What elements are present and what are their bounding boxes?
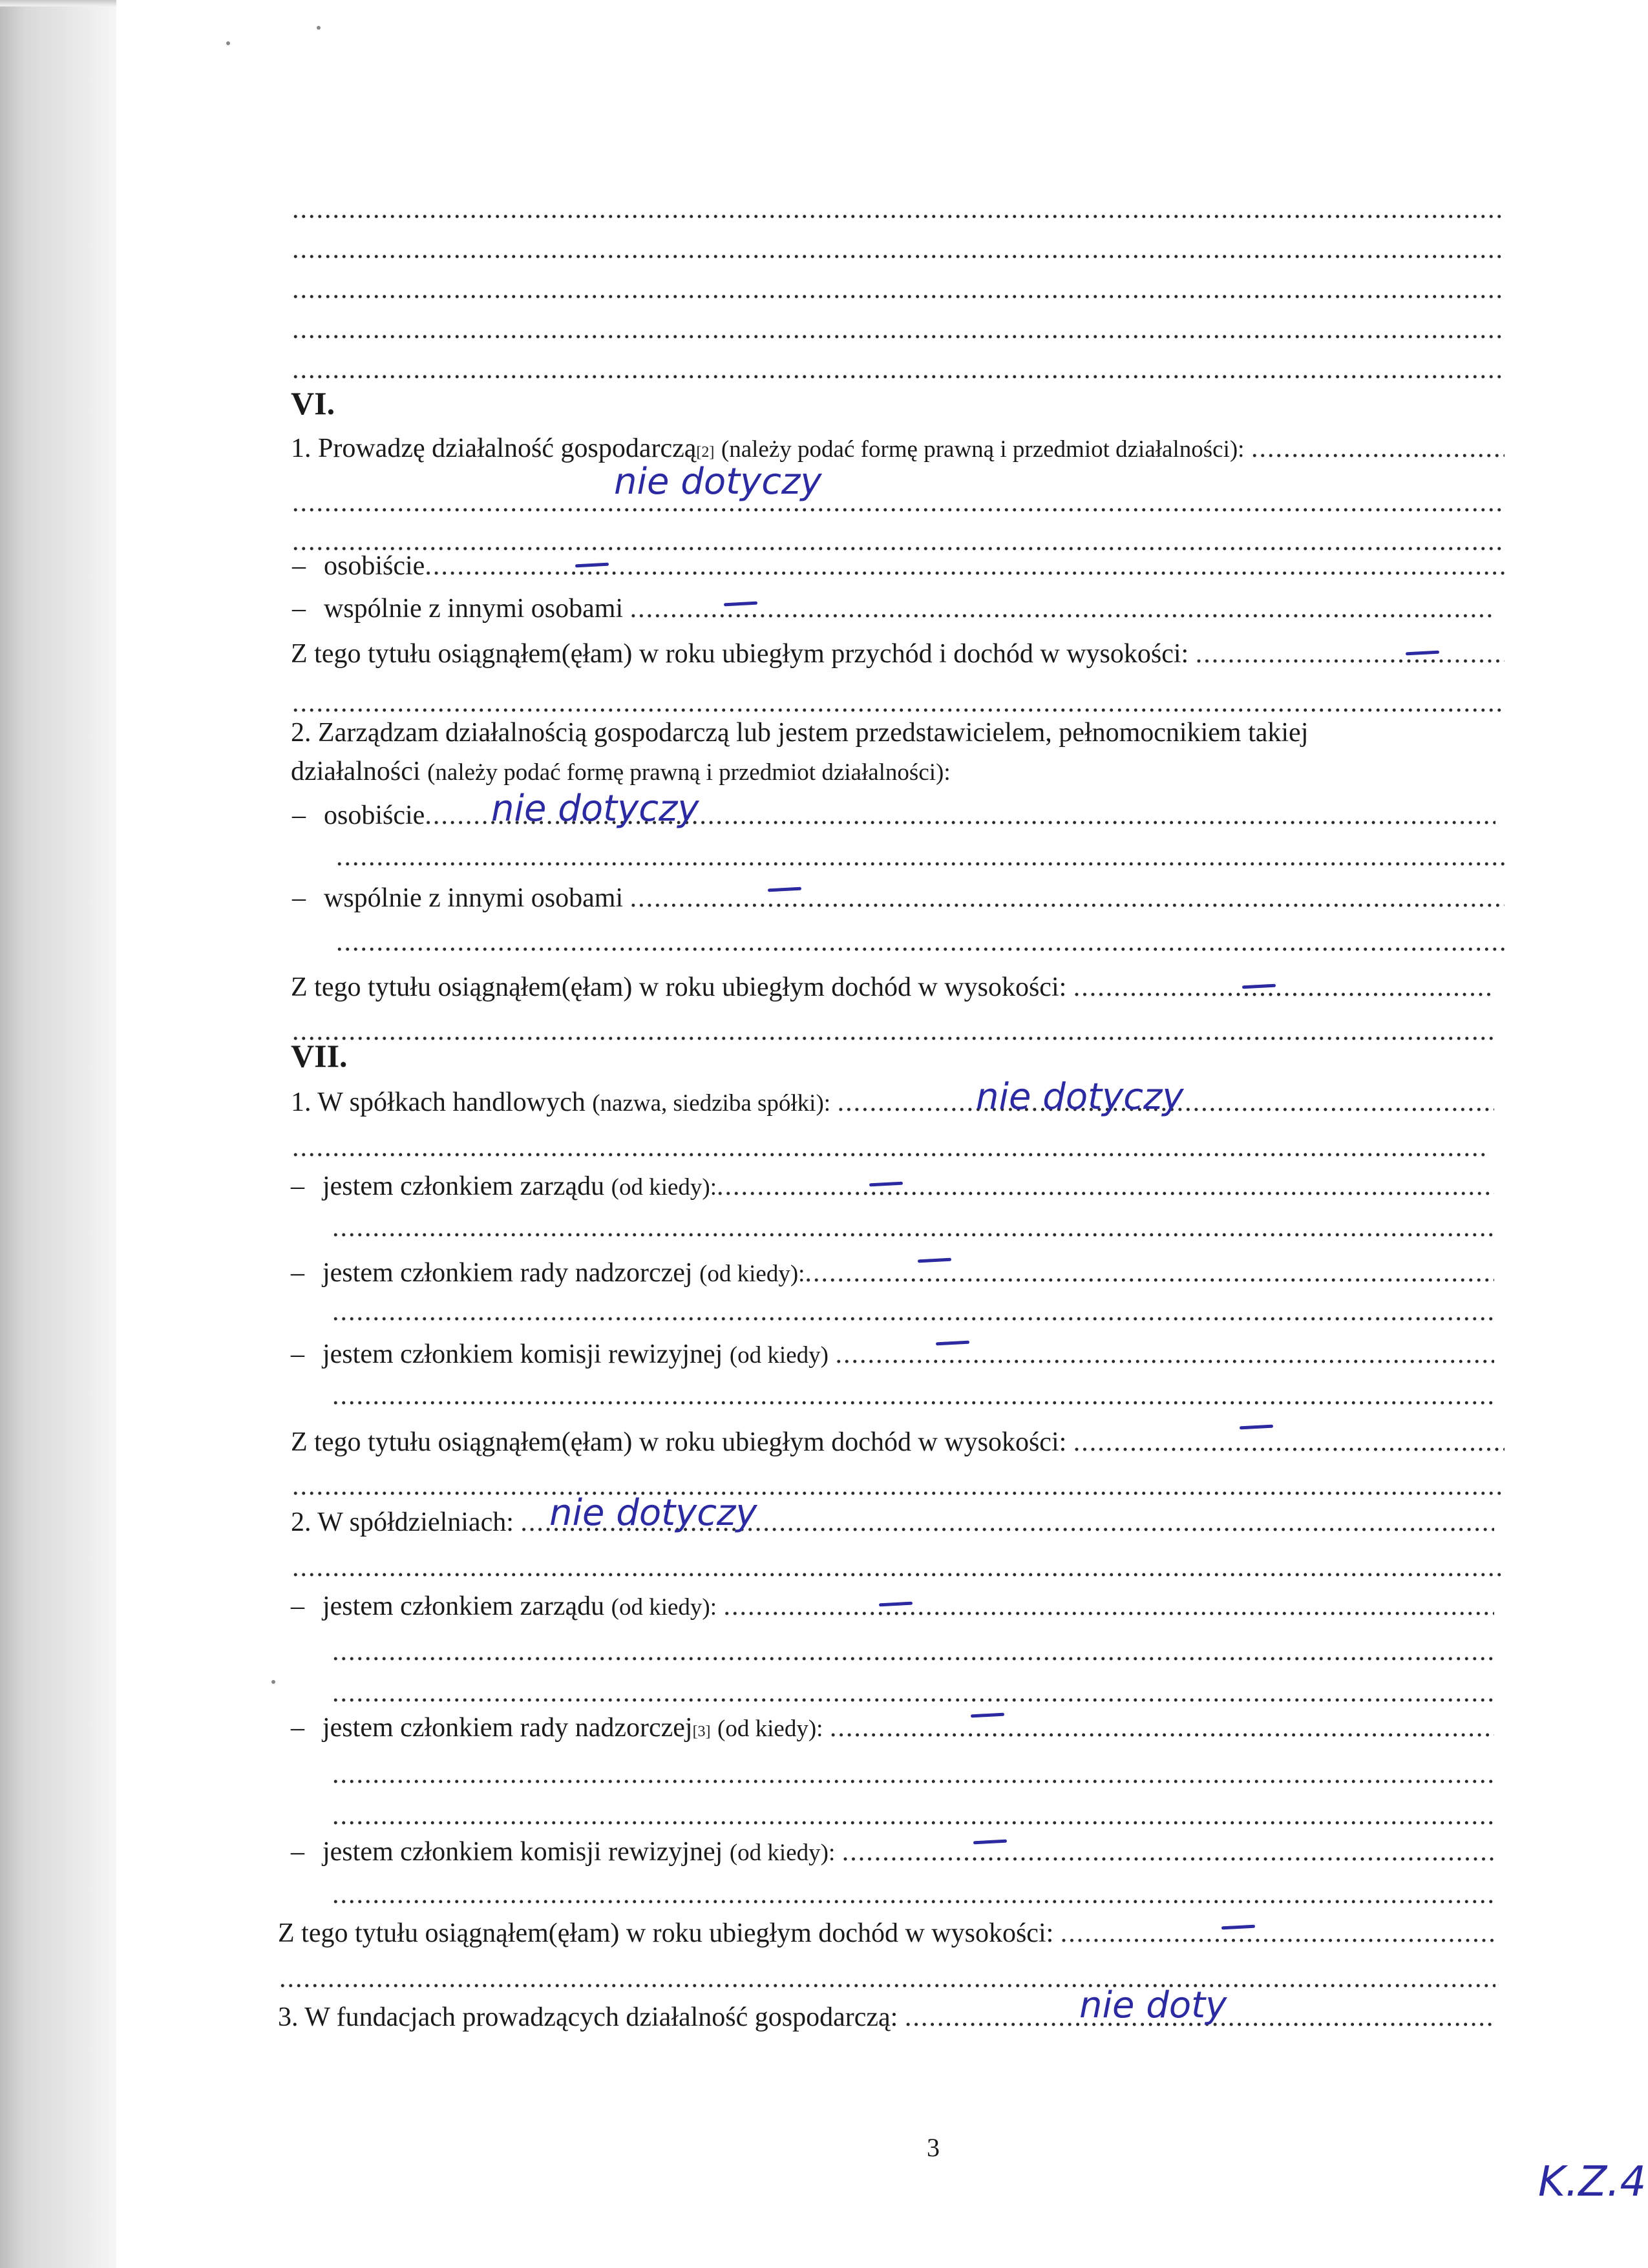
blank-line: [332, 1799, 1495, 1832]
vii-q2-line: 2. W spółdzielniach: .....: [291, 1506, 1494, 1539]
vi-q1-income: Z tego tytułu osiągnąłem(ęłam) w roku ubiegłym przychód i dochód w wysokości: .....: [291, 637, 1505, 671]
vi-q2-line: 2. Zarządzam działalnością gospodarczą lub jestem przedstawicielem, pełnomocnikiem takiej: [291, 718, 1309, 748]
vi-q1-jointly: – wspólnie z innymi osobami .....: [292, 592, 1495, 625]
vi-q2-jointly: – wspólnie z innymi osobami .....: [292, 881, 1505, 915]
vi-q2-line2: działalności (należy podać formę prawną i przedmiot działalności):: [291, 757, 951, 786]
blank-line: [292, 1469, 1505, 1503]
page-number: 3: [927, 2133, 940, 2162]
vi-q1-handwritten-answer: nie dotyczy: [614, 461, 822, 503]
vi-q1-text: 1. Prowadzę działalność gospodarczą: [291, 434, 697, 463]
scan-speck: [317, 26, 321, 30]
vi-q1-answer-line: [292, 486, 1505, 520]
blank-line: [332, 1379, 1495, 1412]
blank-line: [292, 686, 1505, 720]
vii-q3-line: 3. W fundacjach prowadzących działalność gospodarczą: .....: [278, 2000, 1495, 2034]
blank-line: [336, 840, 1505, 874]
blank-line: [292, 1131, 1488, 1164]
vii-q1-audit: – jestem członkiem komisji rewizyjnej (od kiedy) .....: [291, 1338, 1494, 1371]
scan-speck: [271, 1680, 275, 1684]
vi-q1-note: (należy podać formę prawną i przedmiot działalności):: [721, 436, 1245, 463]
blank-line: [332, 1211, 1495, 1244]
blank-line: [292, 353, 1505, 386]
vi-q2-handwritten-answer: nie dotyczy: [491, 788, 699, 830]
blank-line: [292, 1551, 1505, 1584]
handwritten-corner-mark: K.Z.4: [1538, 2158, 1647, 2206]
blank-line: [292, 1014, 1495, 1048]
vii-q2-board: – jestem członkiem zarządu (od kiedy): .....: [291, 1590, 1494, 1623]
scan-speck: [226, 41, 230, 45]
blank-line: [332, 1878, 1495, 1911]
vii-q2-handwritten-answer: nie dotyczy: [549, 1492, 757, 1534]
vii-q2-audit: – jestem członkiem komisji rewizyjnej (od kiedy): .....: [291, 1835, 1494, 1869]
scan-edge-left: [0, 0, 116, 2268]
blank-line: [292, 193, 1505, 226]
vi-q2-personally: – osobiście .....: [292, 799, 1495, 832]
vii-q1-income: Z tego tytułu osiągnąłem(ęłam) w roku ubiegłym dochód w wysokości: .....: [291, 1425, 1505, 1459]
vi-q1-line: 1. Prowadzę działalność gospodarczą [2] (należy podać formę prawną i przedmiot działalności): .....: [291, 432, 1505, 465]
document-page: [116, 0, 1648, 2268]
blank-line: [292, 233, 1505, 266]
vii-q1-supervisory: – jestem członkiem rady nadzorczej (od kiedy): .....: [291, 1256, 1494, 1290]
vii-q1-board: – jestem członkiem zarządu (od kiedy): .....: [291, 1170, 1494, 1203]
section-vi-heading: VI.: [291, 385, 335, 421]
vii-q2-supervisory: – jestem członkiem rady nadzorczej [3] (od kiedy): .....: [291, 1711, 1494, 1745]
vii-q3-handwritten-answer: nie doty: [1079, 1984, 1227, 2026]
blank-line: [332, 1676, 1495, 1710]
section-vii-heading: VII.: [291, 1038, 348, 1074]
vii-q2-income: Z tego tytułu osiągnąłem(ęłam) w roku ubiegłym dochód w wysokości: .....: [278, 1916, 1495, 1950]
blank-line: [292, 273, 1505, 306]
vi-q1-personally: – osobiście .....: [292, 549, 1505, 583]
blank-line: [279, 1962, 1495, 1995]
blank-line: [332, 1635, 1495, 1668]
blank-line: [332, 1295, 1495, 1328]
vi-q2-income: Z tego tytułu osiągnąłem(ęłam) w roku ubiegłym dochód w wysokości: .....: [291, 971, 1494, 1004]
blank-line: [292, 313, 1505, 346]
vii-q1-handwritten-answer: nie dotyczy: [976, 1076, 1184, 1118]
blank-line: [336, 925, 1505, 959]
blank-line: [332, 1758, 1495, 1791]
vii-q1-line: 1. W spółkach handlowych (nazwa, siedziba spółki): .....: [291, 1086, 1494, 1119]
